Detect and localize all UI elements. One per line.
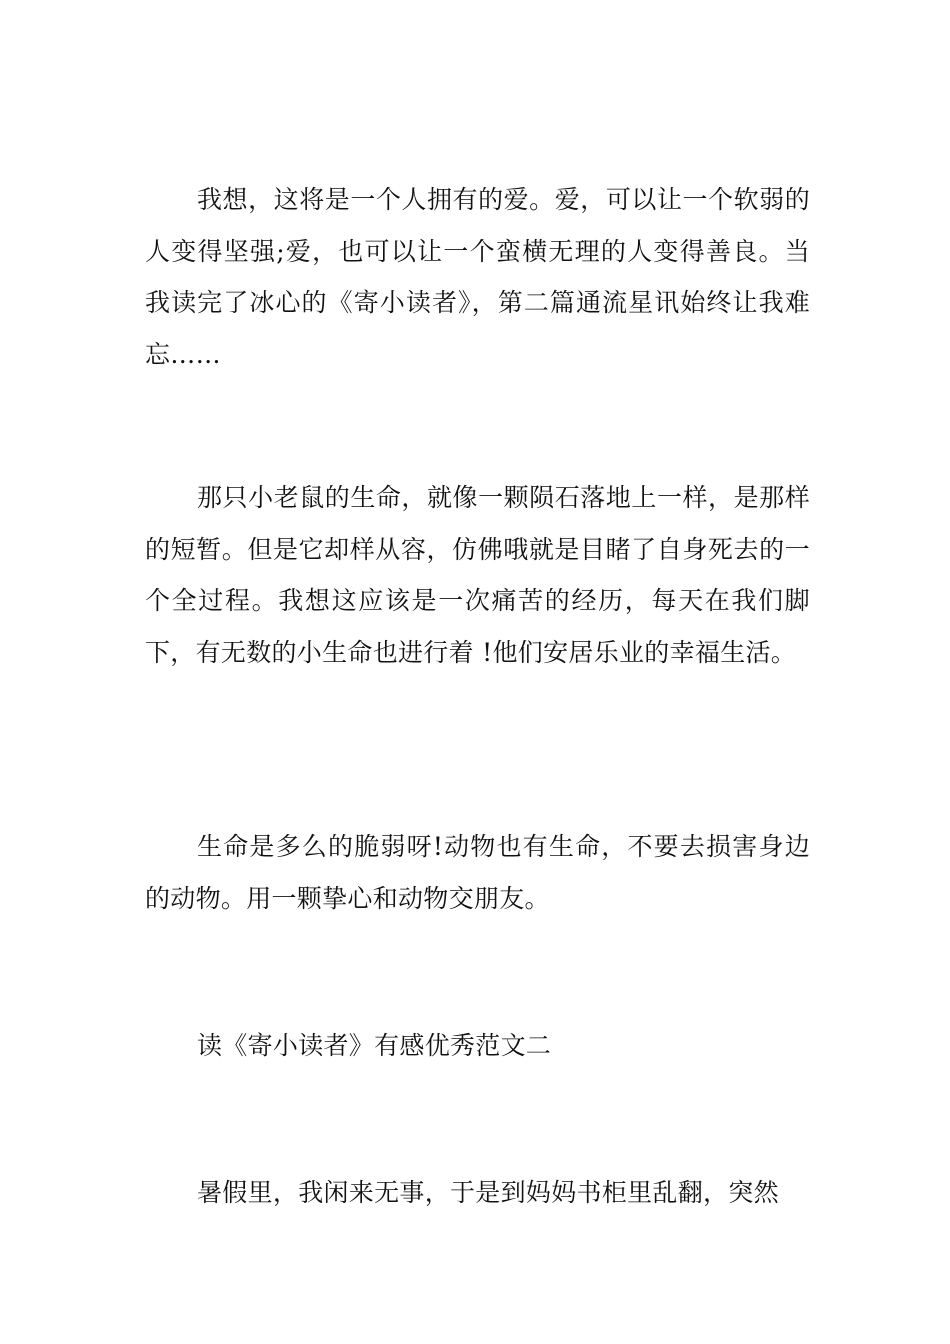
paragraph-fragile-life: 生命是多么的脆弱呀!动物也有生命，不要去损害身边的动物。用一颗挚心和动物交朋友。 xyxy=(145,832,810,913)
paragraph-love: 我想，这将是一个人拥有的爱。爱，可以让一个软弱的人变得坚强;爱，也可以让一个蛮横无理的人变得善良。当我读完了冰心的《寄小读者》，第二篇通流星讯始终让我难忘…… xyxy=(145,185,810,369)
paragraph-little-mouse: 那只小老鼠的生命，就像一颗陨石落地上一样，是那样的短暂。但是它却样从容，仿佛哦就是目睹了自身死去的一个全过程。我想这应该是一次痛苦的经历，每天在我们脚下，有无数的小生命也进行着 !他们安居乐业的幸福生活。 xyxy=(145,483,810,667)
paragraph-summer-vacation: 暑假里，我闲来无事，于是到妈妈书柜里乱翻，突然 xyxy=(197,1178,779,1207)
section-heading: 读《寄小读者》有感优秀范文二 xyxy=(197,1031,552,1060)
